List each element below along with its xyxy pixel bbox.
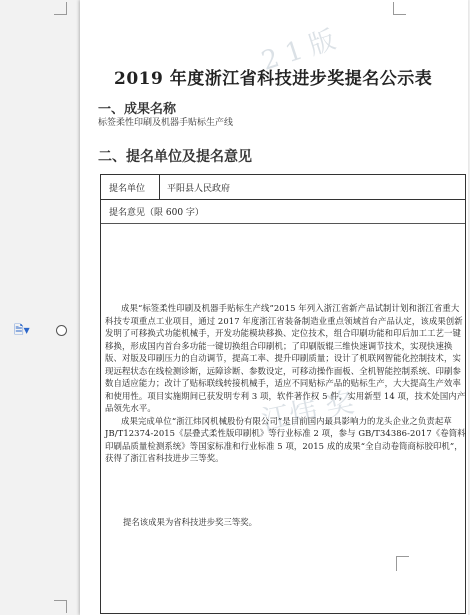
- watermark-stamp-top: 2 1 版: [257, 24, 340, 77]
- radio-circle[interactable]: [56, 325, 67, 336]
- section-heading-nomination: 二、提名单位及提名意见: [98, 149, 252, 165]
- opinion-label: 提名意见（限 600 字）: [109, 208, 204, 218]
- achievement-name: 标签柔性印刷及机器手贴标生产线: [98, 118, 234, 128]
- nominator-row: [101, 175, 465, 200]
- opinion-row: [101, 199, 465, 224]
- opinion-paragraph: 成果完成单位“浙江炜冈机械股份有限公司”是目前国内最具影响力的龙头企业之负责起草 JB/T12374-2015《层叠式柔性版印刷机》等行业标准 2 项，参与 GB/T34386-2017《卷筒料印刷品质量检测系统》等国家标准和行业标准 5 项，2015 成的成果“全自动卷筒商标胶印机”，获得了浙江省科技进步三等奖。: [105, 415, 466, 463]
- watermark-stamp-mid: 江炜 奖: [258, 385, 357, 438]
- opinion-paragraph: 成果“标签柔性印刷及机器手贴标生产线”2015 年列入浙江省新产品试制计划和浙江省重大科技专项重点工业项目，通过 2017 年度浙江省装备制造业重点领域首台产品认定，该成果创新发明了可移换式功能机械手，开发功能模块移换、定位技术，组合印刷功能和印后加工工艺一键移换，形成国内首台多功能一键切换组合印刷机；了印刷版辊三维快速调节技术，实现快速换版、对版及印刷压力的自动调节，提高工率、提升印刷质量；设计了机联网智能化控制技术，实现远程状态在线检测诊断，远障诊断、参数设定，可移动操作面板、全机智能控制系统、印刷参数自适应能力；改计了贴标联线转接机械手，适应不同贴标产品的贴标生产，大大提高生产效率和使用性。项目实施期间已获发明专利 3 项，软件著作权 5 件，实用新型 14 项，技术处国内产品领先水平。: [105, 303, 466, 413]
- nominator-value: 平阳县人民政府: [167, 184, 231, 194]
- document-icon[interactable]: [14, 323, 36, 337]
- document-glyph: 🗎: [14, 323, 24, 337]
- crop-mark-top-left: [54, 2, 67, 15]
- nomination-conclusion: 提名该成果为省科技进步奖三等奖。: [123, 517, 257, 527]
- cell-divider: [159, 175, 160, 199]
- nomination-table: [100, 174, 466, 614]
- nominator-label: 提名单位: [109, 184, 146, 194]
- crop-mark-bottom-left: [54, 600, 67, 613]
- opinion-text: [105, 302, 467, 465]
- crop-mark-top-right: [393, 2, 406, 15]
- section-heading-achievement: 一、成果名称: [98, 102, 177, 117]
- document-title: 2019 年度浙江省科技进步奖提名公示表: [114, 69, 433, 89]
- dropdown-arrow[interactable]: ▾: [23, 323, 30, 337]
